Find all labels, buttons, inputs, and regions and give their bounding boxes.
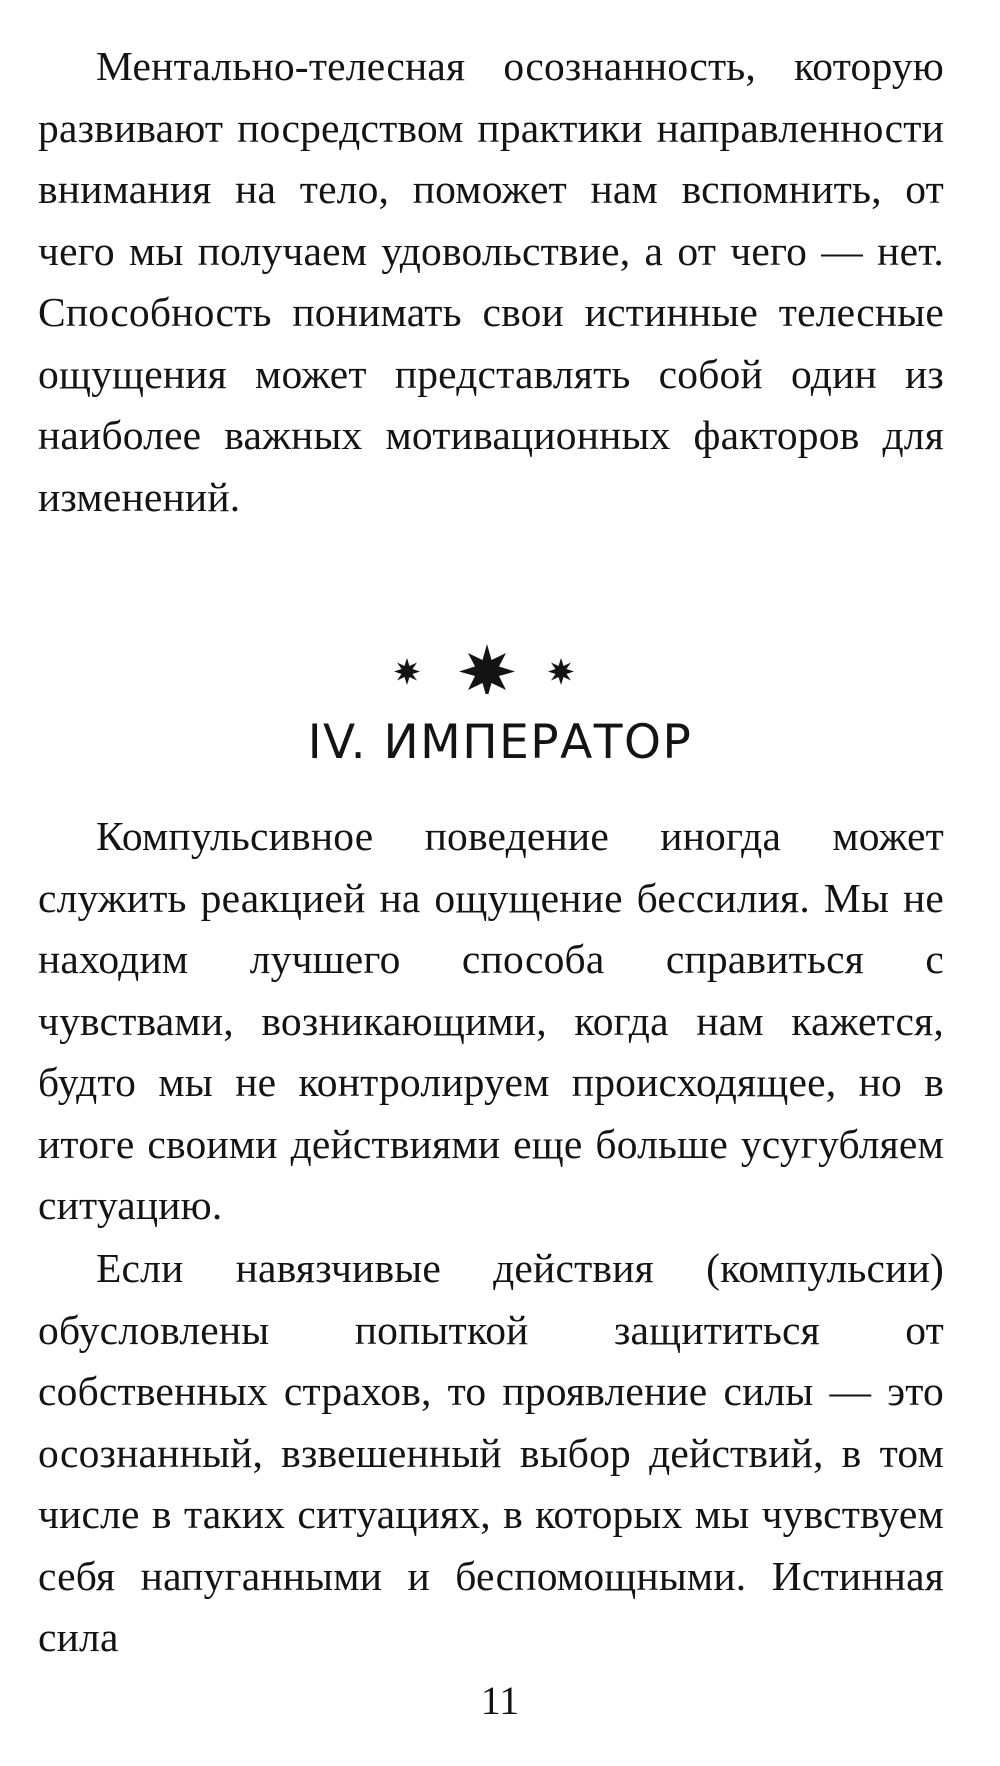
- paragraph-3: Если навязчивые действия (компульсии) обусловлены попыткой защититься от собственных страхов, то проявление силы — это осознанный, взвешенный выбор действий, в том числе в таких ситуациях, в которых мы чувствуем себя напуганными и беспомощными. Истинная сила: [38, 1245, 944, 1660]
- small-star-left-icon: [394, 658, 420, 685]
- star-separator-icon: [0, 644, 1000, 694]
- paragraph-1: Ментально-телесная осознанность, которую развивают посредством практики направленности внимания на тело, поможет нам вспомнить, от чего мы получаем удовольствие, а от чего — нет. Способность понимать свои истинные телесные ощущения может представлять собой один из наиболее важных мотивационных факторов для изменений.: [38, 43, 944, 520]
- large-star-center-icon: [459, 644, 515, 694]
- paragraph-2: Компульсивное поведение иногда может служить реакцией на ощущение бессилия. Мы не находим лучшего способа справиться с чувствами, возникающими, когда нам кажется, будто мы не контролируем происходящее, но в итоге своими действиями еще больше усугубляем ситуацию.: [38, 813, 944, 1228]
- small-star-right-icon: [548, 658, 574, 685]
- chapter-title: IV. ИМПЕРАТОР: [307, 715, 693, 770]
- page-number: 11: [480, 1678, 520, 1723]
